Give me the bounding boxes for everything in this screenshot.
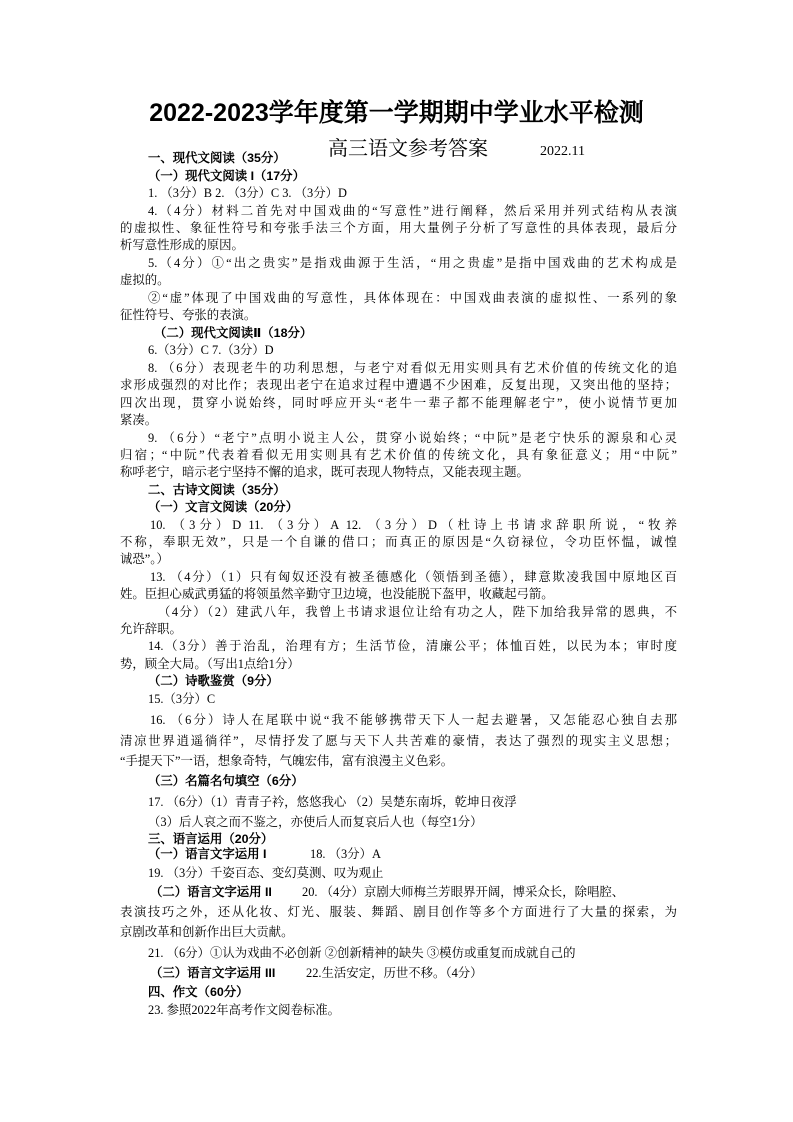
answer-line: 诚恐”。） (120, 552, 169, 566)
answer-line: 归宿；“中阮”代表着看似无用实则具有艺术价值的传统文化，具有象征意义；用“中阮” (120, 448, 677, 462)
answer-line: （4分）（2）建武八年，我曾上书请求退位让给有功之人，陛下加给我异常的恩典，不 (158, 605, 677, 619)
answer-line: 22.生活安定，历世不移。（4分） (306, 966, 483, 980)
answer-line: 京剧改革和创新作出巨大贡献。 (120, 925, 294, 939)
answer-line: 1. （3分）B 2. （3分）C 3. （3分）D (148, 186, 347, 200)
answer-line: 20. （4分）京剧大师梅兰芳眼界开阔，博采众长，除唱腔、 (302, 885, 625, 899)
section-heading: 四、作文（60分） (148, 985, 249, 999)
subtitle-text: 高三语文参考答案 (328, 138, 488, 160)
answer-line: 析写意性形成的原因。 (120, 238, 244, 252)
answer-line: 9. （6分）“老宁”点明小说主人公，贯穿小说始终；“中阮”是老宁快乐的源泉和心灵 (148, 431, 677, 445)
section-heading: 二、古诗文阅读（35分） (148, 483, 286, 497)
subsection-heading: （一）文言文阅读（20分） (148, 500, 299, 514)
answer-line: 16. （6分）诗人在尾联中说“我不能够携带天下人一起去避暑，又怎能忍心独自去那 (150, 713, 677, 727)
answer-line: 四次出现，贯穿小说始终，同时呼应开头“老牛一辈子都不能理解老宁”，使小说情节更加 (120, 396, 677, 410)
answer-line: 21. （6分）①认为戏曲不必创新 ②创新精神的缺失 ③模仿或重复而成就自己的 (148, 946, 576, 960)
document-title: 2022-2023学年度第一学期期中学业水平检测 (149, 99, 644, 127)
answer-line: 8. （6分）表现老牛的功利思想，与老宁对看似无用实则具有艺术价值的传统文化的追 (148, 361, 677, 375)
answer-line: 不称，奉职无效”，只是一个自谦的借口；而真正的原因是“久窃禄位，令功臣怀愠，诚惶 (120, 535, 677, 549)
answer-line: 5.（4分）①“出之贵实”是指戏曲源于生活，“用之贵虚”是指中国戏曲的艺术构成是 (148, 256, 677, 270)
answer-line: 18. （3分）A (310, 847, 381, 861)
answer-line: 姓。臣担心威武勇猛的将领虽然辛勤守卫边境，也没能脱下盔甲，收藏起弓箭。 (120, 587, 554, 601)
answer-line: 14.（3分）善于治乱，治理有方；生活节俭，清廉公平；体恤百姓，以民为本；审时度 (148, 639, 677, 653)
section-heading: 一、现代文阅读（35分） (148, 151, 286, 165)
subsection-heading: （二）语言文字运用 II (150, 885, 272, 899)
answer-line: 10. （3分）D 11. （3分）A 12. （3分）D（杜诗上书请求辞职所说，“牧养 (150, 518, 677, 532)
answer-line: 虚拟的。 (120, 273, 170, 287)
answer-line: 征性符号、夸张的表演。 (120, 308, 257, 322)
answer-line: 称呼老宁，暗示老宁坚持不懈的追求，既可表现人物特点，又能表现主题。 (120, 465, 529, 479)
answer-line: 4.（4分）材料二首先对中国戏曲的“写意性”进行阐释，然后采用并列式结构从表演 (148, 204, 677, 218)
answer-line: （3）后人哀之而不鉴之，亦使后人而复哀后人也（每空1分） (148, 815, 483, 829)
subsection-heading: （三）名篇名句填空（6分） (148, 774, 304, 788)
answer-line: 清凉世界逍遥徜徉”，尽情抒发了愿与天下人共苦难的豪情，表达了强烈的现实主义思想； (120, 734, 677, 748)
document-subtitle (328, 132, 585, 161)
subsection-heading: （一）语言文字运用 I (148, 847, 267, 861)
answer-line: 紧凑。 (120, 413, 158, 427)
answer-line: 15.（3分）C (148, 692, 216, 706)
answer-line: 17. （6分）（1）青青子衿，悠悠我心 （2）吴楚东南坼，乾坤日夜浮 (148, 795, 517, 809)
answer-line: 19. （3分）千姿百态、变幻莫测、叹为观止 (148, 866, 384, 880)
answer-line: ②“虚”体现了中国戏曲的写意性，具体体现在：中国戏曲表演的虚拟性、一系列的象 (148, 291, 677, 305)
answer-line: 势，顾全大局。（写出1点给1分） (120, 657, 300, 671)
subsection-heading: （二）现代文阅读Ⅱ（18分） (154, 326, 313, 340)
answer-line: 6.（3分）C 7.（3分）D (148, 343, 274, 357)
answer-line: 允许辞职。 (120, 622, 182, 636)
section-heading: 三、语言运用（20分） (148, 832, 274, 846)
answer-line: 13. （4分）（1）只有匈奴还没有被圣德感化（领悟到圣德），肆意欺凌我国中原地区百 (150, 570, 677, 584)
answer-line: 表演技巧之外，还从化妆、灯光、服装、舞蹈、剧目创作等多个方面进行了大量的探索，为 (120, 905, 677, 919)
answer-line: “手提天下”一语，想象奇特，气魄宏伟，富有浪漫主义色彩。 (120, 754, 454, 768)
answer-line: 求形成强烈的对比作；表现出老宁在追求过程中遭遇不少困难，反复出现，又突出他的坚持； (120, 378, 677, 392)
subsection-heading: （三）语言文字运用 III (150, 966, 276, 980)
answer-line: 23. 参照2022年高考作文阅卷标准。 (148, 1003, 341, 1017)
subsection-heading: （二）诗歌鉴赏（9分） (148, 674, 279, 688)
answer-line: 的虚拟性、象征性符号和夸张手法三个方面，用大量例子分析了写意性的具体表现，最后分 (120, 221, 677, 235)
subsection-heading: （一）现代文阅读 I（17分） (148, 169, 305, 183)
document-date: 2022.11 (540, 144, 585, 159)
